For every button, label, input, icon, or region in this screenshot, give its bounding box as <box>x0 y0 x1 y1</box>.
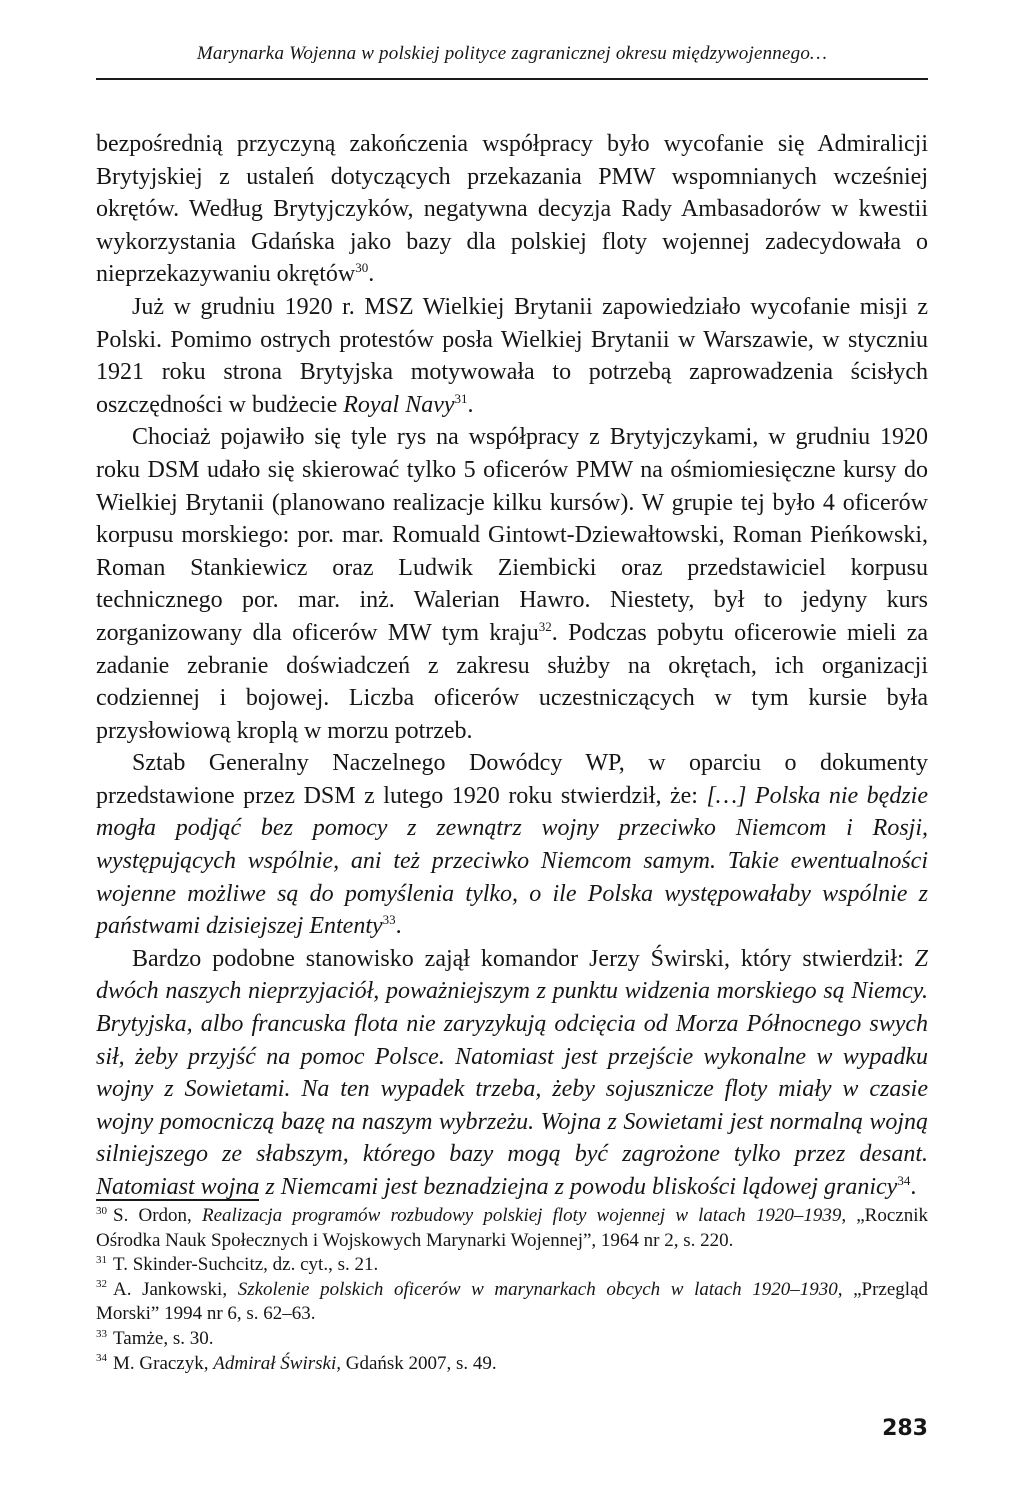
footnote-32 <box>96 1278 928 1327</box>
paragraph-3 <box>96 421 928 747</box>
footnote-text: S. Ordon, <box>113 1205 202 1226</box>
paragraph-4-quote: […] Polska nie będzie mogła podjąć bez pomocy z zewnątrz wojny przeciwko Niemcom i Rosji, występujących wspólnie, ani też przeciwko Niemcom samym. Takie ewentualności wojenne możliwe są do pomyślenia tylko, o ile Polska występowałaby wspólnie z państwami dzisiejszej Ententy <box>96 782 928 940</box>
paragraph-4-text: Sztab Generalny Naczelnego Dowódcy WP, w oparciu o dokumenty przedstawione przez DSM z lutego 1920 roku stwierdził, że: <box>96 750 928 809</box>
footnote-title: Szkolenie polskich oficerów w marynarkach obcych w latach 1920–1930, <box>237 1278 843 1300</box>
paragraph-5-end: . <box>910 1174 917 1200</box>
paragraph-1 <box>96 128 928 291</box>
footnote-title: Admirał Świrski, <box>213 1352 341 1374</box>
footnote-text: „Rocznik Ośrodka Nauk Społecznych i Wojskowych Marynarki Wojennej”, 1964 nr 2, s. 220. <box>96 1205 928 1251</box>
footnote-ref-31[interactable]: 31 <box>454 390 468 406</box>
footnote-ref-30[interactable]: 30 <box>355 260 369 276</box>
paragraph-2 <box>96 291 928 421</box>
paragraph-5 <box>96 943 928 1204</box>
body-text <box>96 128 928 1204</box>
footnote-text: Tamże, s. 30. <box>113 1327 214 1349</box>
footnote-number: 31 <box>96 1253 107 1266</box>
footnote-33 <box>96 1327 928 1352</box>
paragraph-3-text-a: Chociaż pojawiło się tyle rys na współpracy z Brytyjczykami, w grudniu 1920 roku DSM udało się skierować tylko 5 oficerów PMW na ośmiomiesięczne kursy do Wielkiej Brytanii (planowano realizacje kilku kursów). W grupie tej było 4 oficerów korpusu morskiego: por. mar. Romuald Gintowt-Dziewałtowski, Roman Pieńkowski, Roman Stankiewicz oraz Ludwik Ziembicki oraz przedstawiciel korpusu technicznego por. mar. inż. Walerian Hawro. Niestety, był to jedyny kurs zorganizowany dla oficerów MW tym kraju <box>96 424 928 646</box>
footnote-title: Realizacja programów rozbudowy polskiej floty wojennej w latach 1920–1939, <box>201 1205 847 1226</box>
footnote-rule <box>96 1199 259 1201</box>
paragraph-1-text: bezpośrednią przyczyną zakończenia współpracy było wycofanie się Admiralicji Brytyjskiej z ustaleń dotyczących przekazania PMW wspomnianych wcześniej okrętów. Według Brytyjczyków, negatywna decyzja Rady Ambasadorów w kwestii wykorzystania Gdańska jako bazy dla polskiej floty wojennej zadecydowała o nieprzekazywaniu okrętów <box>96 131 928 288</box>
header-rule <box>96 78 928 80</box>
paragraph-3-text-b: . Podczas pobytu oficerowie mieli za zadanie zebranie doświadczeń z zakresu służby na okrętach, ich organizacji codziennej i bojowej. Liczba oficerów uczestniczących w tym kursie była przysłowiową kroplą w morzu potrzeb. <box>96 619 928 744</box>
footnote-text: Gdańsk 2007, s. 49. <box>340 1352 497 1374</box>
paragraph-4-end: . <box>395 913 402 940</box>
footnote-text: T. Skinder-Suchcitz, dz. cyt., s. 21. <box>113 1254 379 1276</box>
paragraph-5-text: Bardzo podobne stanowisko zajął komandor Jerzy Świrski, który stwierdził: <box>132 945 915 972</box>
footnote-31 <box>96 1253 928 1278</box>
paragraph-2-end: . <box>467 391 474 418</box>
paragraph-2-italic: Royal Navy <box>343 391 455 418</box>
footnote-text: „Przegląd Morski” 1994 nr 6, s. 62–63. <box>96 1278 928 1325</box>
footnotes <box>96 1204 928 1376</box>
footnote-number: 30 <box>96 1204 107 1217</box>
paragraph-1-end: . <box>368 261 375 288</box>
footnote-text: A. Jankowski, <box>113 1278 238 1300</box>
paragraph-4 <box>96 747 928 943</box>
footnote-number: 34 <box>96 1352 107 1365</box>
page-number: 283 <box>882 1416 928 1441</box>
footnote-number: 33 <box>96 1327 107 1340</box>
paragraph-5-quote: Z dwóch naszych nieprzyjaciół, poważniejszym z punktu widzenia morskiego są Niemcy. Brytyjska, albo francuska flota nie zaryzykują odcięcia od Morza Północnego swych sił, żeby przyjść na pomoc Polsce. Natomiast jest przejście wykonalne w wypadku wojny z Sowietami. Na ten wypadek trzeba, żeby sojusznicze floty miały w czasie wojny pomocniczą bazę na naszym wybrzeżu. Wojna z Sowietami jest normalną wojną silniejszego ze słabszym, którego bazy mogą być zagrożone tylko przez desant. Natomiast wojna z Niemcami jest beznadziejna z powodu bliskości lądowej granicy <box>96 945 928 1200</box>
footnote-ref-33[interactable]: 33 <box>382 912 396 928</box>
footnote-ref-32[interactable]: 32 <box>538 618 552 634</box>
footnote-number: 32 <box>96 1278 107 1291</box>
footnote-text: M. Graczyk, <box>113 1352 214 1374</box>
paragraph-2-text: Już w grudniu 1920 r. MSZ Wielkiej Brytanii zapowiedziało wycofanie misji z Polski. Pomimo ostrych protestów posła Wielkiej Brytanii w Warszawie, w styczniu 1921 roku strona Brytyjska motywowała to potrzebą zaprowadzenia ścisłych oszczędności w budżecie <box>96 293 928 418</box>
footnote-34 <box>96 1352 928 1377</box>
footnote-30 <box>96 1204 928 1253</box>
footnote-ref-34[interactable]: 34 <box>897 1173 911 1188</box>
running-head: Marynarka Wojenna w polskiej polityce zagranicznej okresu międzywojennego… <box>196 43 828 64</box>
